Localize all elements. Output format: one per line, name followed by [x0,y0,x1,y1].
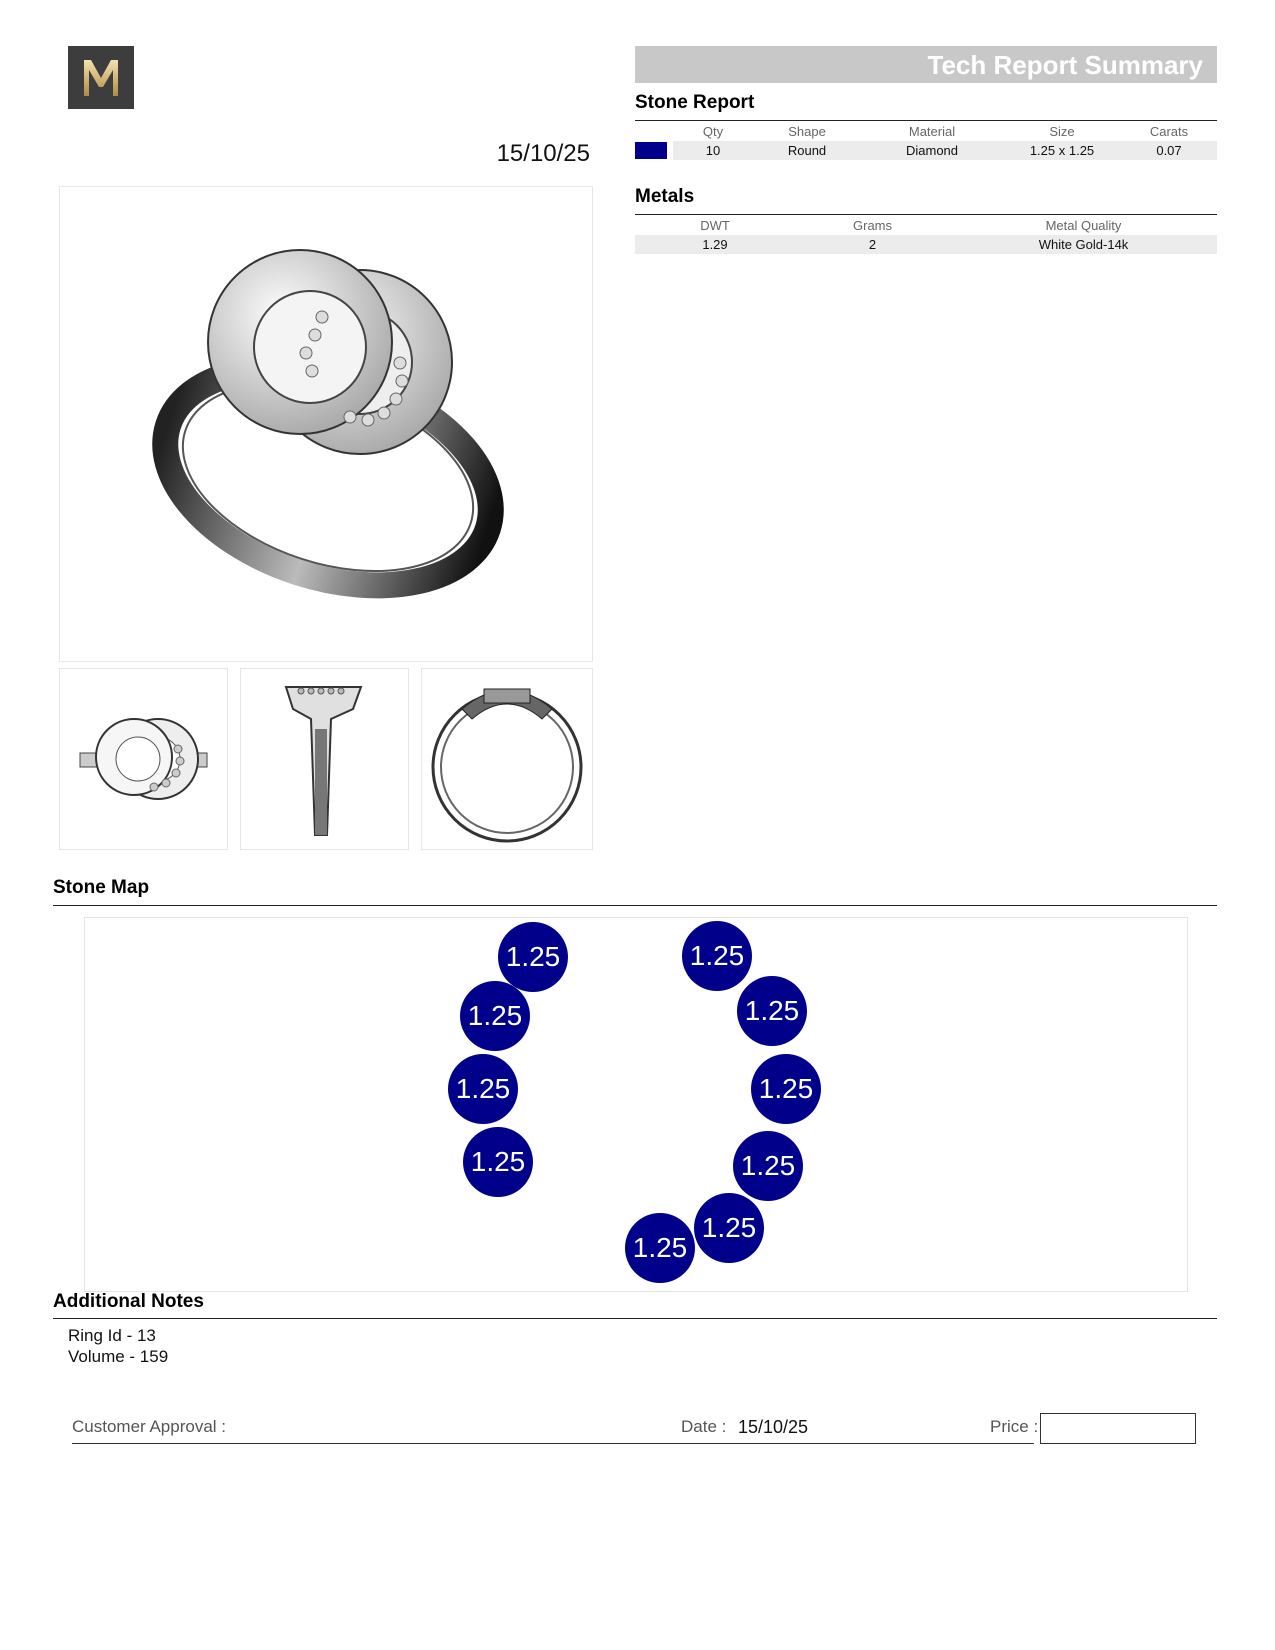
notes-divider [53,1318,1217,1319]
ring-front-icon [60,669,227,849]
stone-report-title: Stone Report [635,92,755,113]
approval-signature-line[interactable] [72,1443,1034,1444]
column-header: DWT [700,218,730,233]
note-ring-id: Ring Id - 13 [68,1326,156,1345]
stone-marker: 1.25 [733,1131,803,1201]
stone-marker: 1.25 [463,1127,533,1197]
stone-material: Diamond [861,141,1003,160]
column-header: Carats [1149,124,1189,139]
ring-render-icon [60,187,592,661]
stone-marker: 1.25 [625,1213,695,1283]
column-header: Size [1049,124,1075,139]
stone-marker: 1.25 [694,1193,764,1263]
additional-notes-title: Additional Notes [53,1291,204,1312]
metal-grams: 2 [795,235,950,254]
metals-divider [635,214,1217,215]
metals-title: Metals [635,186,695,207]
metals-header-row [635,216,1217,235]
ring-top-view [421,668,593,850]
stone-size: 1.25 x 1.25 [1003,141,1121,160]
stone-marker: 1.25 [737,976,807,1046]
stone-carats: 0.07 [1121,141,1217,160]
logo-m-icon [68,46,134,109]
ring-perspective-view [59,186,593,662]
stone-marker: 1.25 [682,921,752,991]
stone-map [84,917,1188,1292]
column-header [635,122,673,141]
stone-marker: 1.25 [498,922,568,992]
column-header: Qty [702,124,724,139]
stone-color-swatch-cell [635,141,673,160]
stone-report-divider [635,120,1217,121]
ring-top-icon [422,669,592,849]
ring-side-view [240,668,409,850]
price-label: Price : [990,1417,1039,1436]
metal-quality: White Gold-14k [950,235,1217,254]
date-label: Date : [681,1417,727,1436]
column-header: Grams [853,218,892,233]
stone-map-title: Stone Map [53,877,150,898]
price-input-box[interactable] [1040,1413,1196,1444]
report-date: 15/10/25 [496,140,590,167]
stone-marker: 1.25 [751,1054,821,1124]
metals-table [635,216,1217,254]
stone-report-header-row [635,122,1217,141]
column-header: Metal Quality [1045,218,1122,233]
stone-marker: 1.25 [448,1054,518,1124]
stone-map-divider [53,905,1217,906]
brand-logo [68,46,134,109]
note-volume: Volume - 159 [68,1347,169,1366]
stone-qty: 10 [673,141,753,160]
column-header: Material [908,124,956,139]
ring-front-view [59,668,228,850]
table-row [635,141,1217,160]
column-header: Shape [788,124,826,139]
stone-color-swatch [635,142,667,159]
stone-marker: 1.25 [460,981,530,1051]
report-title: Tech Report Summary [927,50,1203,80]
stone-report-table [635,122,1217,160]
table-row [635,235,1217,254]
stone-shape: Round [753,141,861,160]
ring-side-icon [241,669,408,849]
metal-dwt: 1.29 [635,235,795,254]
report-title-bar [635,46,1217,83]
customer-approval-label: Customer Approval : [72,1417,227,1436]
approval-date-value: 15/10/25 [738,1417,809,1437]
